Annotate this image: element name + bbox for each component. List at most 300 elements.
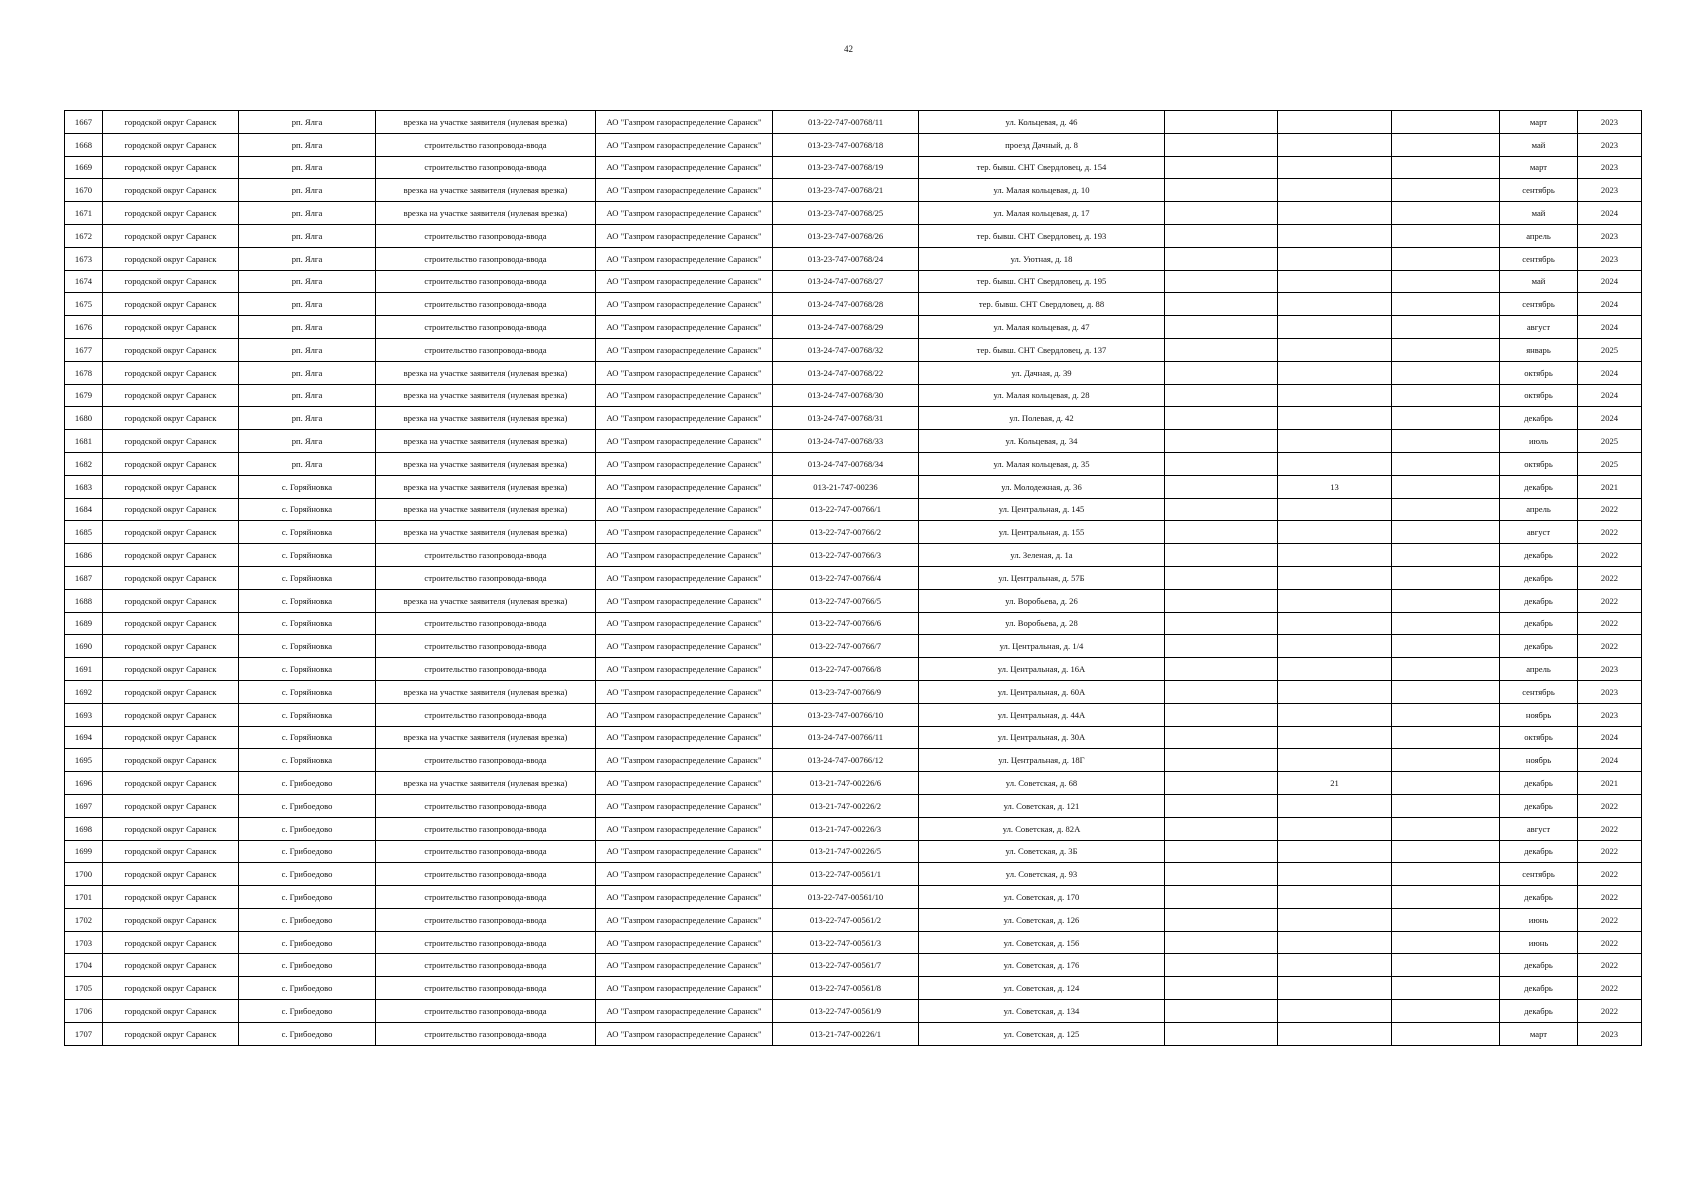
empty-cell <box>1392 224 1500 247</box>
quantity-cell <box>1278 1000 1392 1023</box>
table-row <box>65 384 1642 407</box>
settlement-cell: с. Грибоедово <box>239 931 376 954</box>
year-cell: 2023 <box>1578 658 1642 681</box>
empty-cell <box>1392 703 1500 726</box>
work-type-cell: строительство газопровода-ввода <box>376 635 596 658</box>
empty-cell <box>1392 908 1500 931</box>
table-row <box>65 361 1642 384</box>
organization-cell: АО "Газпром газораспределение Саранск" <box>596 316 773 339</box>
month-cell: октябрь <box>1500 361 1578 384</box>
organization-cell: АО "Газпром газораспределение Саранск" <box>596 202 773 225</box>
address-cell: ул. Малая кольцевая, д. 28 <box>919 384 1165 407</box>
row-number-cell: 1685 <box>65 521 103 544</box>
district-cell: городской округ Саранск <box>103 133 239 156</box>
contract-number-cell: 013-22-747-00768/11 <box>773 111 919 134</box>
organization-cell: АО "Газпром газораспределение Саранск" <box>596 407 773 430</box>
settlement-cell: рп. Ялга <box>239 407 376 430</box>
empty-cell <box>1392 1022 1500 1045</box>
quantity-cell <box>1278 111 1392 134</box>
table-row <box>65 703 1642 726</box>
table-body <box>65 111 1642 1046</box>
row-number-cell: 1691 <box>65 658 103 681</box>
address-cell: ул. Советская, д. 126 <box>919 908 1165 931</box>
address-cell: ул. Зеленая, д. 1а <box>919 544 1165 567</box>
empty-cell <box>1165 1000 1278 1023</box>
month-cell: апрель <box>1500 224 1578 247</box>
organization-cell: АО "Газпром газораспределение Саранск" <box>596 886 773 909</box>
row-number-cell: 1689 <box>65 612 103 635</box>
empty-cell <box>1165 840 1278 863</box>
address-cell: ул. Советская, д. 68 <box>919 772 1165 795</box>
year-cell: 2024 <box>1578 749 1642 772</box>
district-cell: городской округ Саранск <box>103 977 239 1000</box>
work-type-cell: врезка на участке заявителя (нулевая врезка) <box>376 498 596 521</box>
year-cell: 2022 <box>1578 612 1642 635</box>
address-cell: ул. Советская, д. 82А <box>919 817 1165 840</box>
month-cell: декабрь <box>1500 635 1578 658</box>
district-cell: городской округ Саранск <box>103 202 239 225</box>
month-cell: декабрь <box>1500 977 1578 1000</box>
work-type-cell: врезка на участке заявителя (нулевая врезка) <box>376 452 596 475</box>
organization-cell: АО "Газпром газораспределение Саранск" <box>596 179 773 202</box>
row-number-cell: 1680 <box>65 407 103 430</box>
organization-cell: АО "Газпром газораспределение Саранск" <box>596 498 773 521</box>
organization-cell: АО "Газпром газораспределение Саранск" <box>596 293 773 316</box>
quantity-cell <box>1278 430 1392 453</box>
organization-cell: АО "Газпром газораспределение Саранск" <box>596 840 773 863</box>
contract-number-cell: 013-22-747-00766/8 <box>773 658 919 681</box>
row-number-cell: 1704 <box>65 954 103 977</box>
empty-cell <box>1392 179 1500 202</box>
empty-cell <box>1165 293 1278 316</box>
year-cell: 2022 <box>1578 954 1642 977</box>
empty-cell <box>1392 840 1500 863</box>
address-cell: ул. Кольцевая, д. 46 <box>919 111 1165 134</box>
organization-cell: АО "Газпром газораспределение Саранск" <box>596 544 773 567</box>
quantity-cell <box>1278 1022 1392 1045</box>
organization-cell: АО "Газпром газораспределение Саранск" <box>596 589 773 612</box>
settlement-cell: с. Грибоедово <box>239 794 376 817</box>
address-cell: ул. Советская, д. 170 <box>919 886 1165 909</box>
district-cell: городской округ Саранск <box>103 931 239 954</box>
year-cell: 2022 <box>1578 635 1642 658</box>
month-cell: декабрь <box>1500 475 1578 498</box>
empty-cell <box>1392 475 1500 498</box>
settlement-cell: с. Горяйновка <box>239 703 376 726</box>
district-cell: городской округ Саранск <box>103 407 239 430</box>
month-cell: сентябрь <box>1500 179 1578 202</box>
district-cell: городской округ Саранск <box>103 772 239 795</box>
empty-cell <box>1165 133 1278 156</box>
work-type-cell: строительство газопровода-ввода <box>376 908 596 931</box>
work-type-cell: строительство газопровода-ввода <box>376 1022 596 1045</box>
row-number-cell: 1677 <box>65 338 103 361</box>
contract-number-cell: 013-24-747-00768/28 <box>773 293 919 316</box>
quantity-cell <box>1278 270 1392 293</box>
district-cell: городской округ Саранск <box>103 612 239 635</box>
district-cell: городской округ Саранск <box>103 1022 239 1045</box>
organization-cell: АО "Газпром газораспределение Саранск" <box>596 566 773 589</box>
empty-cell <box>1392 658 1500 681</box>
year-cell: 2022 <box>1578 498 1642 521</box>
organization-cell: АО "Газпром газораспределение Саранск" <box>596 726 773 749</box>
row-number-cell: 1675 <box>65 293 103 316</box>
table-row <box>65 498 1642 521</box>
table-row <box>65 658 1642 681</box>
work-type-cell: строительство газопровода-ввода <box>376 863 596 886</box>
empty-cell <box>1392 156 1500 179</box>
work-type-cell: строительство газопровода-ввода <box>376 840 596 863</box>
table-row <box>65 224 1642 247</box>
row-number-cell: 1678 <box>65 361 103 384</box>
address-cell: ул. Советская, д. 124 <box>919 977 1165 1000</box>
year-cell: 2024 <box>1578 270 1642 293</box>
empty-cell <box>1165 270 1278 293</box>
table-row <box>65 452 1642 475</box>
empty-cell <box>1392 635 1500 658</box>
address-cell: тер. бывш. СНТ Свердловец, д. 88 <box>919 293 1165 316</box>
row-number-cell: 1706 <box>65 1000 103 1023</box>
settlement-cell: с. Грибоедово <box>239 772 376 795</box>
address-cell: ул. Советская, д. 176 <box>919 954 1165 977</box>
row-number-cell: 1676 <box>65 316 103 339</box>
organization-cell: АО "Газпром газораспределение Саранск" <box>596 749 773 772</box>
organization-cell: АО "Газпром газораспределение Саранск" <box>596 635 773 658</box>
work-type-cell: врезка на участке заявителя (нулевая врезка) <box>376 521 596 544</box>
quantity-cell <box>1278 544 1392 567</box>
empty-cell <box>1392 954 1500 977</box>
quantity-cell <box>1278 931 1392 954</box>
organization-cell: АО "Газпром газораспределение Саранск" <box>596 156 773 179</box>
quantity-cell <box>1278 452 1392 475</box>
table-row <box>65 863 1642 886</box>
empty-cell <box>1392 931 1500 954</box>
settlement-cell: с. Грибоедово <box>239 977 376 1000</box>
quantity-cell <box>1278 498 1392 521</box>
settlement-cell: рп. Ялга <box>239 361 376 384</box>
quantity-cell <box>1278 384 1392 407</box>
empty-cell <box>1165 316 1278 339</box>
address-cell: ул. Полевая, д. 42 <box>919 407 1165 430</box>
year-cell: 2025 <box>1578 338 1642 361</box>
contract-number-cell: 013-22-747-00561/1 <box>773 863 919 886</box>
organization-cell: АО "Газпром газораспределение Саранск" <box>596 111 773 134</box>
contract-number-cell: 013-22-747-00561/8 <box>773 977 919 1000</box>
empty-cell <box>1392 566 1500 589</box>
address-cell: ул. Советская, д. 121 <box>919 794 1165 817</box>
organization-cell: АО "Газпром газораспределение Саранск" <box>596 1022 773 1045</box>
quantity-cell <box>1278 521 1392 544</box>
district-cell: городской округ Саранск <box>103 452 239 475</box>
address-cell: ул. Советская, д. 156 <box>919 931 1165 954</box>
work-type-cell: врезка на участке заявителя (нулевая врезка) <box>376 475 596 498</box>
contract-number-cell: 013-24-747-00768/33 <box>773 430 919 453</box>
quantity-cell <box>1278 794 1392 817</box>
organization-cell: АО "Газпром газораспределение Саранск" <box>596 703 773 726</box>
year-cell: 2024 <box>1578 293 1642 316</box>
work-type-cell: врезка на участке заявителя (нулевая врезка) <box>376 361 596 384</box>
month-cell: октябрь <box>1500 452 1578 475</box>
empty-cell <box>1392 977 1500 1000</box>
work-type-cell: строительство газопровода-ввода <box>376 224 596 247</box>
organization-cell: АО "Газпром газораспределение Саранск" <box>596 772 773 795</box>
year-cell: 2022 <box>1578 977 1642 1000</box>
address-cell: ул. Центральная, д. 155 <box>919 521 1165 544</box>
settlement-cell: с. Горяйновка <box>239 544 376 567</box>
quantity-cell <box>1278 202 1392 225</box>
row-number-cell: 1681 <box>65 430 103 453</box>
table-row <box>65 202 1642 225</box>
empty-cell <box>1392 863 1500 886</box>
empty-cell <box>1392 430 1500 453</box>
contract-number-cell: 013-22-747-00561/2 <box>773 908 919 931</box>
contract-number-cell: 013-22-747-00766/3 <box>773 544 919 567</box>
settlement-cell: с. Горяйновка <box>239 589 376 612</box>
empty-cell <box>1392 384 1500 407</box>
empty-cell <box>1392 247 1500 270</box>
table-row <box>65 544 1642 567</box>
work-type-cell: врезка на участке заявителя (нулевая врезка) <box>376 384 596 407</box>
year-cell: 2023 <box>1578 680 1642 703</box>
organization-cell: АО "Газпром газораспределение Саранск" <box>596 521 773 544</box>
quantity-cell <box>1278 133 1392 156</box>
table-row <box>65 589 1642 612</box>
address-cell: ул. Малая кольцевая, д. 47 <box>919 316 1165 339</box>
year-cell: 2024 <box>1578 361 1642 384</box>
contract-number-cell: 013-22-747-00766/7 <box>773 635 919 658</box>
month-cell: апрель <box>1500 498 1578 521</box>
row-number-cell: 1682 <box>65 452 103 475</box>
empty-cell <box>1165 772 1278 795</box>
empty-cell <box>1165 977 1278 1000</box>
work-type-cell: врезка на участке заявителя (нулевая врезка) <box>376 202 596 225</box>
month-cell: июнь <box>1500 908 1578 931</box>
month-cell: декабрь <box>1500 612 1578 635</box>
gas-connection-table <box>64 110 1642 1046</box>
settlement-cell: с. Горяйновка <box>239 726 376 749</box>
work-type-cell: строительство газопровода-ввода <box>376 247 596 270</box>
contract-number-cell: 013-22-747-00561/7 <box>773 954 919 977</box>
row-number-cell: 1669 <box>65 156 103 179</box>
month-cell: декабрь <box>1500 566 1578 589</box>
table-row <box>65 521 1642 544</box>
quantity-cell <box>1278 817 1392 840</box>
empty-cell <box>1165 407 1278 430</box>
address-cell: ул. Центральная, д. 60А <box>919 680 1165 703</box>
month-cell: декабрь <box>1500 544 1578 567</box>
contract-number-cell: 013-22-747-00561/3 <box>773 931 919 954</box>
district-cell: городской округ Саранск <box>103 908 239 931</box>
work-type-cell: строительство газопровода-ввода <box>376 270 596 293</box>
settlement-cell: рп. Ялга <box>239 270 376 293</box>
district-cell: городской округ Саранск <box>103 658 239 681</box>
row-number-cell: 1670 <box>65 179 103 202</box>
settlement-cell: с. Горяйновка <box>239 635 376 658</box>
month-cell: март <box>1500 1022 1578 1045</box>
organization-cell: АО "Газпром газораспределение Саранск" <box>596 863 773 886</box>
table-row <box>65 475 1642 498</box>
empty-cell <box>1165 452 1278 475</box>
year-cell: 2023 <box>1578 133 1642 156</box>
empty-cell <box>1392 316 1500 339</box>
organization-cell: АО "Газпром газораспределение Саранск" <box>596 384 773 407</box>
work-type-cell: строительство газопровода-ввода <box>376 133 596 156</box>
empty-cell <box>1165 475 1278 498</box>
work-type-cell: строительство газопровода-ввода <box>376 658 596 681</box>
address-cell: ул. Центральная, д. 18Г <box>919 749 1165 772</box>
empty-cell <box>1165 338 1278 361</box>
organization-cell: АО "Газпром газораспределение Саранск" <box>596 247 773 270</box>
work-type-cell: врезка на участке заявителя (нулевая врезка) <box>376 772 596 795</box>
empty-cell <box>1165 544 1278 567</box>
settlement-cell: рп. Ялга <box>239 224 376 247</box>
year-cell: 2024 <box>1578 407 1642 430</box>
year-cell: 2023 <box>1578 179 1642 202</box>
year-cell: 2023 <box>1578 1022 1642 1045</box>
table-row <box>65 179 1642 202</box>
table-row <box>65 726 1642 749</box>
address-cell: ул. Центральная, д. 1/4 <box>919 635 1165 658</box>
quantity-cell <box>1278 840 1392 863</box>
table-row <box>65 817 1642 840</box>
organization-cell: АО "Газпром газораспределение Саранск" <box>596 133 773 156</box>
district-cell: городской округ Саранск <box>103 886 239 909</box>
district-cell: городской округ Саранск <box>103 589 239 612</box>
empty-cell <box>1392 293 1500 316</box>
settlement-cell: рп. Ялга <box>239 156 376 179</box>
address-cell: ул. Малая кольцевая, д. 35 <box>919 452 1165 475</box>
row-number-cell: 1703 <box>65 931 103 954</box>
empty-cell <box>1165 612 1278 635</box>
settlement-cell: с. Горяйновка <box>239 475 376 498</box>
empty-cell <box>1392 1000 1500 1023</box>
district-cell: городской округ Саранск <box>103 840 239 863</box>
empty-cell <box>1392 544 1500 567</box>
work-type-cell: врезка на участке заявителя (нулевая врезка) <box>376 430 596 453</box>
table-row <box>65 133 1642 156</box>
settlement-cell: рп. Ялга <box>239 316 376 339</box>
settlement-cell: рп. Ялга <box>239 247 376 270</box>
district-cell: городской округ Саранск <box>103 498 239 521</box>
table-row <box>65 977 1642 1000</box>
quantity-cell <box>1278 680 1392 703</box>
contract-number-cell: 013-23-747-00768/25 <box>773 202 919 225</box>
empty-cell <box>1165 589 1278 612</box>
quantity-cell <box>1278 635 1392 658</box>
table-row <box>65 931 1642 954</box>
address-cell: тер. бывш. СНТ Свердловец, д. 137 <box>919 338 1165 361</box>
empty-cell <box>1165 1022 1278 1045</box>
row-number-cell: 1707 <box>65 1022 103 1045</box>
district-cell: городской округ Саранск <box>103 384 239 407</box>
organization-cell: АО "Газпром газораспределение Саранск" <box>596 680 773 703</box>
year-cell: 2022 <box>1578 521 1642 544</box>
row-number-cell: 1688 <box>65 589 103 612</box>
empty-cell <box>1165 680 1278 703</box>
quantity-cell <box>1278 247 1392 270</box>
table-row <box>65 772 1642 795</box>
district-cell: городской округ Саранск <box>103 270 239 293</box>
year-cell: 2022 <box>1578 794 1642 817</box>
empty-cell <box>1165 635 1278 658</box>
quantity-cell <box>1278 908 1392 931</box>
empty-cell <box>1165 498 1278 521</box>
organization-cell: АО "Газпром газораспределение Саранск" <box>596 931 773 954</box>
month-cell: январь <box>1500 338 1578 361</box>
address-cell: ул. Советская, д. 125 <box>919 1022 1165 1045</box>
district-cell: городской округ Саранск <box>103 954 239 977</box>
month-cell: сентябрь <box>1500 247 1578 270</box>
work-type-cell: строительство газопровода-ввода <box>376 794 596 817</box>
contract-number-cell: 013-24-747-00768/31 <box>773 407 919 430</box>
settlement-cell: с. Грибоедово <box>239 840 376 863</box>
work-type-cell: врезка на участке заявителя (нулевая врезка) <box>376 407 596 430</box>
row-number-cell: 1692 <box>65 680 103 703</box>
month-cell: март <box>1500 156 1578 179</box>
row-number-cell: 1690 <box>65 635 103 658</box>
district-cell: городской округ Саранск <box>103 179 239 202</box>
work-type-cell: врезка на участке заявителя (нулевая врезка) <box>376 111 596 134</box>
work-type-cell: строительство газопровода-ввода <box>376 338 596 361</box>
month-cell: сентябрь <box>1500 863 1578 886</box>
empty-cell <box>1392 407 1500 430</box>
work-type-cell: строительство газопровода-ввода <box>376 1000 596 1023</box>
settlement-cell: с. Горяйновка <box>239 566 376 589</box>
settlement-cell: с. Горяйновка <box>239 498 376 521</box>
empty-cell <box>1392 612 1500 635</box>
month-cell: сентябрь <box>1500 293 1578 316</box>
district-cell: городской округ Саранск <box>103 817 239 840</box>
year-cell: 2021 <box>1578 475 1642 498</box>
empty-cell <box>1392 111 1500 134</box>
settlement-cell: с. Грибоедово <box>239 817 376 840</box>
table-row <box>65 635 1642 658</box>
contract-number-cell: 013-24-747-00768/34 <box>773 452 919 475</box>
contract-number-cell: 013-22-747-00766/2 <box>773 521 919 544</box>
organization-cell: АО "Газпром газораспределение Саранск" <box>596 977 773 1000</box>
table-row <box>65 156 1642 179</box>
contract-number-cell: 013-24-747-00766/11 <box>773 726 919 749</box>
row-number-cell: 1673 <box>65 247 103 270</box>
table-row <box>65 270 1642 293</box>
row-number-cell: 1686 <box>65 544 103 567</box>
contract-number-cell: 013-23-747-00768/18 <box>773 133 919 156</box>
organization-cell: АО "Газпром газораспределение Саранск" <box>596 908 773 931</box>
month-cell: декабрь <box>1500 1000 1578 1023</box>
empty-cell <box>1392 726 1500 749</box>
district-cell: городской округ Саранск <box>103 111 239 134</box>
contract-number-cell: 013-22-747-00766/5 <box>773 589 919 612</box>
organization-cell: АО "Газпром газораспределение Саранск" <box>596 794 773 817</box>
organization-cell: АО "Газпром газораспределение Саранск" <box>596 954 773 977</box>
work-type-cell: строительство газопровода-ввода <box>376 566 596 589</box>
settlement-cell: рп. Ялга <box>239 179 376 202</box>
district-cell: городской округ Саранск <box>103 566 239 589</box>
row-number-cell: 1684 <box>65 498 103 521</box>
empty-cell <box>1165 931 1278 954</box>
year-cell: 2023 <box>1578 703 1642 726</box>
settlement-cell: рп. Ялга <box>239 293 376 316</box>
address-cell: ул. Молодежная, д. 36 <box>919 475 1165 498</box>
year-cell: 2022 <box>1578 817 1642 840</box>
row-number-cell: 1693 <box>65 703 103 726</box>
settlement-cell: с. Горяйновка <box>239 749 376 772</box>
empty-cell <box>1165 863 1278 886</box>
work-type-cell: строительство газопровода-ввода <box>376 817 596 840</box>
address-cell: ул. Центральная, д. 44А <box>919 703 1165 726</box>
contract-number-cell: 013-21-747-00226/5 <box>773 840 919 863</box>
organization-cell: АО "Газпром газораспределение Саранск" <box>596 658 773 681</box>
